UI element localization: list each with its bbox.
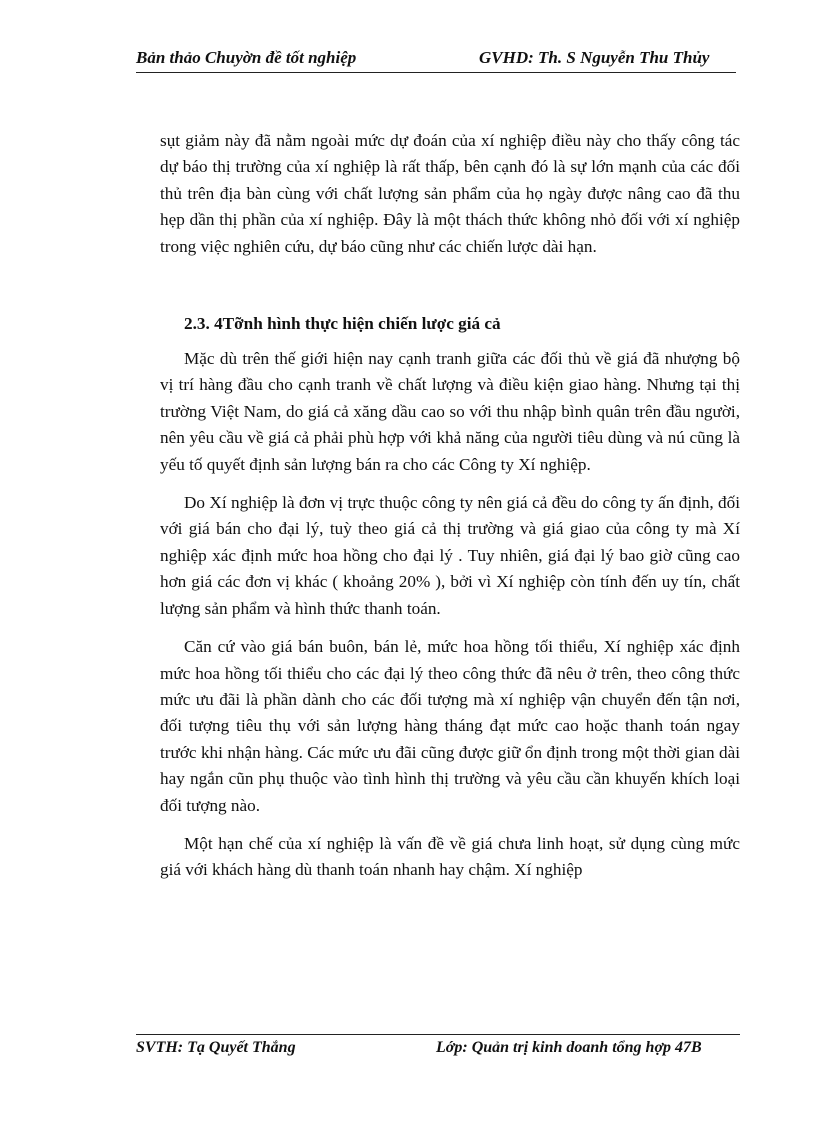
- paragraph-continued: sụt giảm này đã nằm ngoài mức dự đoán của xí nghiệp điều này cho thấy công tác dự báo thị trường của xí nghiệp là rất thấp, bên cạnh đó là sự lớn mạnh của các đối thủ trên địa bàn cùng với chất lượng sản phẩm của họ ngày được nâng cao đã thu hẹp dần thị phần của xí nghiệp. Đây là một thách thức không nhỏ đối với xí nghiệp trong việc nghiên cứu, dự báo cũng như các chiến lược dài hạn.: [160, 131, 740, 256]
- page-header: [136, 44, 736, 73]
- paragraph-price-competition: Mặc dù trên thế giới hiện nay cạnh tranh giữa các đối thủ về giá đã nhượng bộ vị trí hàng đầu cho cạnh tranh về chất lượng và điều kiện giao hàng. Nhưng tại thị trường Việt Nam, do giá cả xăng dầu cao so với thu nhập bình quân trên đầu người, nên yêu cầu về giá cả phải phù hợp với khả năng của người tiêu dùng và nú cũng là yếu tố quyết định sản lượng bán ra cho các Công ty Xí nghiệp.: [160, 349, 740, 474]
- page-footer: [136, 1034, 740, 1056]
- header-document-title: Bản thảo Chuyờn đề tốt nghiệp: [136, 48, 357, 67]
- paragraph-agent-pricing: Do Xí nghiệp là đơn vị trực thuộc công ty nên giá cả đều do công ty ấn định, đối với giá bán cho đại lý, tuỳ theo giá cả thị trường và giá giao của công ty mà Xí nghiệp xác định mức hoa hồng cho đại lý . Tuy nhiên, giá đại lý bao giờ cũng cao hơn giá các đơn vị khác ( khoảng 20% ), bởi vì Xí nghiệp còn tính đến uy tín, chất lượng sản phẩm và hình thức thanh toán.: [160, 493, 740, 618]
- document-body: [160, 128, 740, 896]
- footer-class: Lớp: Quản trị kinh doanh tổng hợp 47B: [436, 1039, 702, 1056]
- footer-student: SVTH: Tạ Quyết Thắng: [136, 1039, 296, 1056]
- paragraph-limitation: Một hạn chế của xí nghiệp là vấn đề về giá chưa linh hoạt, sử dụng cùng mức giá với khách hàng dù thanh toán nhanh hay chậm. Xí nghiệp: [160, 833, 740, 880]
- header-advisor: GVHD: Th. S Nguyễn Thu Thủy: [479, 48, 710, 67]
- section-heading: 2.3. 4Tỡnh hình thực hiện chiến lược giá cả: [184, 314, 501, 334]
- paragraph-commission: Căn cứ vào giá bán buôn, bán lẻ, mức hoa hồng tối thiểu, Xí nghiệp xác định mức hoa hồng tối thiểu cho các đại lý theo công thức đã nêu ở trên, theo công thức mức ưu đãi là phần dành cho các đối tượng mà xí nghiệp vận chuyển đến tận nơi, đối tượng tiêu thụ với sản lượng hàng tháng đạt mức cao hoặc thanh toán ngay trước khi nhận hàng. Các mức ưu đãi cũng được giữ ổn định trong một thời gian dài hay ngắn cũn phụ thuộc vào tình hình thị trường và yêu cầu cần khuyến khích loại đối tượng nào.: [160, 637, 740, 815]
